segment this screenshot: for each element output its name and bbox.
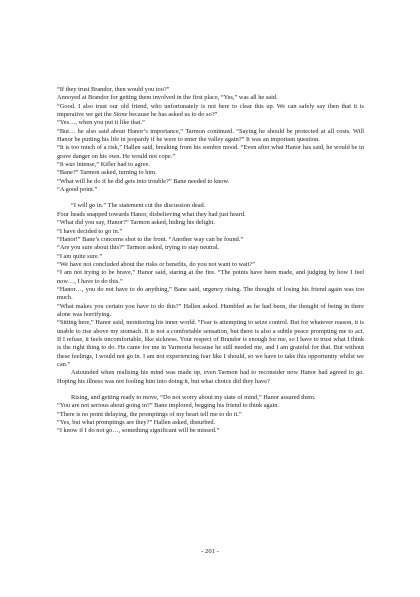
- body-text: [57, 86, 364, 436]
- paragraph: “Bane?” Tarmon asked, turning to him.: [57, 169, 157, 177]
- page-number: - 201 -: [201, 548, 219, 555]
- paragraph: “I am not trying to be brave,” Hanor said, staring at the fire. “The points have been made, and judging by how I feel now…, I have to do this.”: [57, 269, 364, 285]
- paragraph-text: “It: [57, 161, 66, 169]
- paragraph: “It is too much of a risk,” Hallen said, breaking from his sombre mood. “Even after what Hanor has said, he would be in grave danger on his own. He would not cope.”: [57, 144, 364, 160]
- paragraph: “Hanor…, you do not have to do anything,” Bane said, urgency rising. The thought of losing his friend again was too much.: [57, 285, 364, 302]
- paragraph: “What makes you certain you have to do this?” Hallen asked. Humbled as he had been, the thought of being in there alone was horrifying.: [57, 302, 364, 318]
- paragraph: “Are you sure about this?” Tarmon asked, trying to stay neutral.: [57, 244, 220, 252]
- paragraph: “Sitting here,” Hanor said, monitoring his inner world. “Fear is attempting to seize control. But for whatever reason, it is unable to rise above my stomach. It is not a comfortable sensation, but there is also a subtle peace prompting me to act. If I refuse, it feels uncomfortable, like sickness. Your respect of Brandor is enough for me, so I have to trust what I think is the right thing to do. He came for me in Yarmoria because he still needed me, and I am grateful for that. But without these feelings, I would not go in. I am not experiencing fear like I should, so we have to take this opportunity whilst we can.”: [57, 319, 364, 368]
- paragraph: “I have decided to go in.”: [57, 227, 123, 235]
- paragraph: “A good point.”: [57, 186, 98, 194]
- emphasis: was: [65, 161, 76, 169]
- paragraph-text: “Good. I also trust our old friend, who unfortunately is not here to clear this up. We can safely say then that it is imperative we get the: [57, 102, 364, 119]
- paragraph: Four heads snapped towards Hanor, disbelieving what they had just heard.: [57, 210, 246, 218]
- paragraph-text: intense,” Kifler had to agree.: [75, 161, 151, 169]
- paragraph: Annoyed at Brandor for getting them involved in the first place, “Yes,” was all he said.: [57, 94, 278, 102]
- paragraph: “I know if I do not go…, something significant will be missed.”: [57, 427, 220, 435]
- paragraph: “There is no point delaying, the promptings of my heart tell me to do it.”: [57, 410, 242, 418]
- paragraph: “What will he do if he did gets into trouble?” Bane needed to know.: [57, 177, 230, 185]
- paragraph: “You are not serious about going in?” Bane implored, begging his friend to think again.: [57, 402, 280, 410]
- emphasis: Stone: [113, 111, 128, 119]
- paragraph: “Yes, but what promptings are they?” Hallen asked, disturbed.: [57, 419, 216, 427]
- paragraph: “Yes…, when you put it like that.”: [57, 119, 145, 127]
- paragraph: “We have not concluded about the risks or benefits, do you not want to wait?”: [57, 260, 256, 268]
- paragraph: Rising, and getting ready to move, “Do not worry about my state of mind,” Hanor assured them.: [71, 394, 316, 402]
- paragraph: “I will go in.” The statement cut the discussion dead.: [71, 202, 206, 210]
- paragraph: “If they trust Brandor, then would you too?”: [57, 86, 170, 93]
- paragraph-text: because he has asked us to do so?”: [127, 111, 218, 119]
- paragraph: Astounded when realising his mind was made up, even Tarmon had to reconsider now Hanor had agreed to go. Hoping his illness was not fooling him into doing it, but what choice did they have?: [57, 369, 364, 385]
- paragraph: “I am quite sure.”: [57, 252, 103, 260]
- paragraph: “What did you say, Hanor?” Tarmon asked, hiding his delight.: [57, 219, 215, 227]
- paragraph: [57, 103, 364, 120]
- paragraph: “But… he also said about Hanor’s importance,” Tarmon continued. “Saying he should be protected at all costs. Will Hanor be putting his life in jeopardy if he were to enter the valley again?” It was an important question.: [57, 127, 364, 144]
- paragraph: [57, 161, 364, 169]
- paragraph: “Hanor!” Bane’s concerns shot to the front. “Another way can be found.”: [57, 235, 244, 243]
